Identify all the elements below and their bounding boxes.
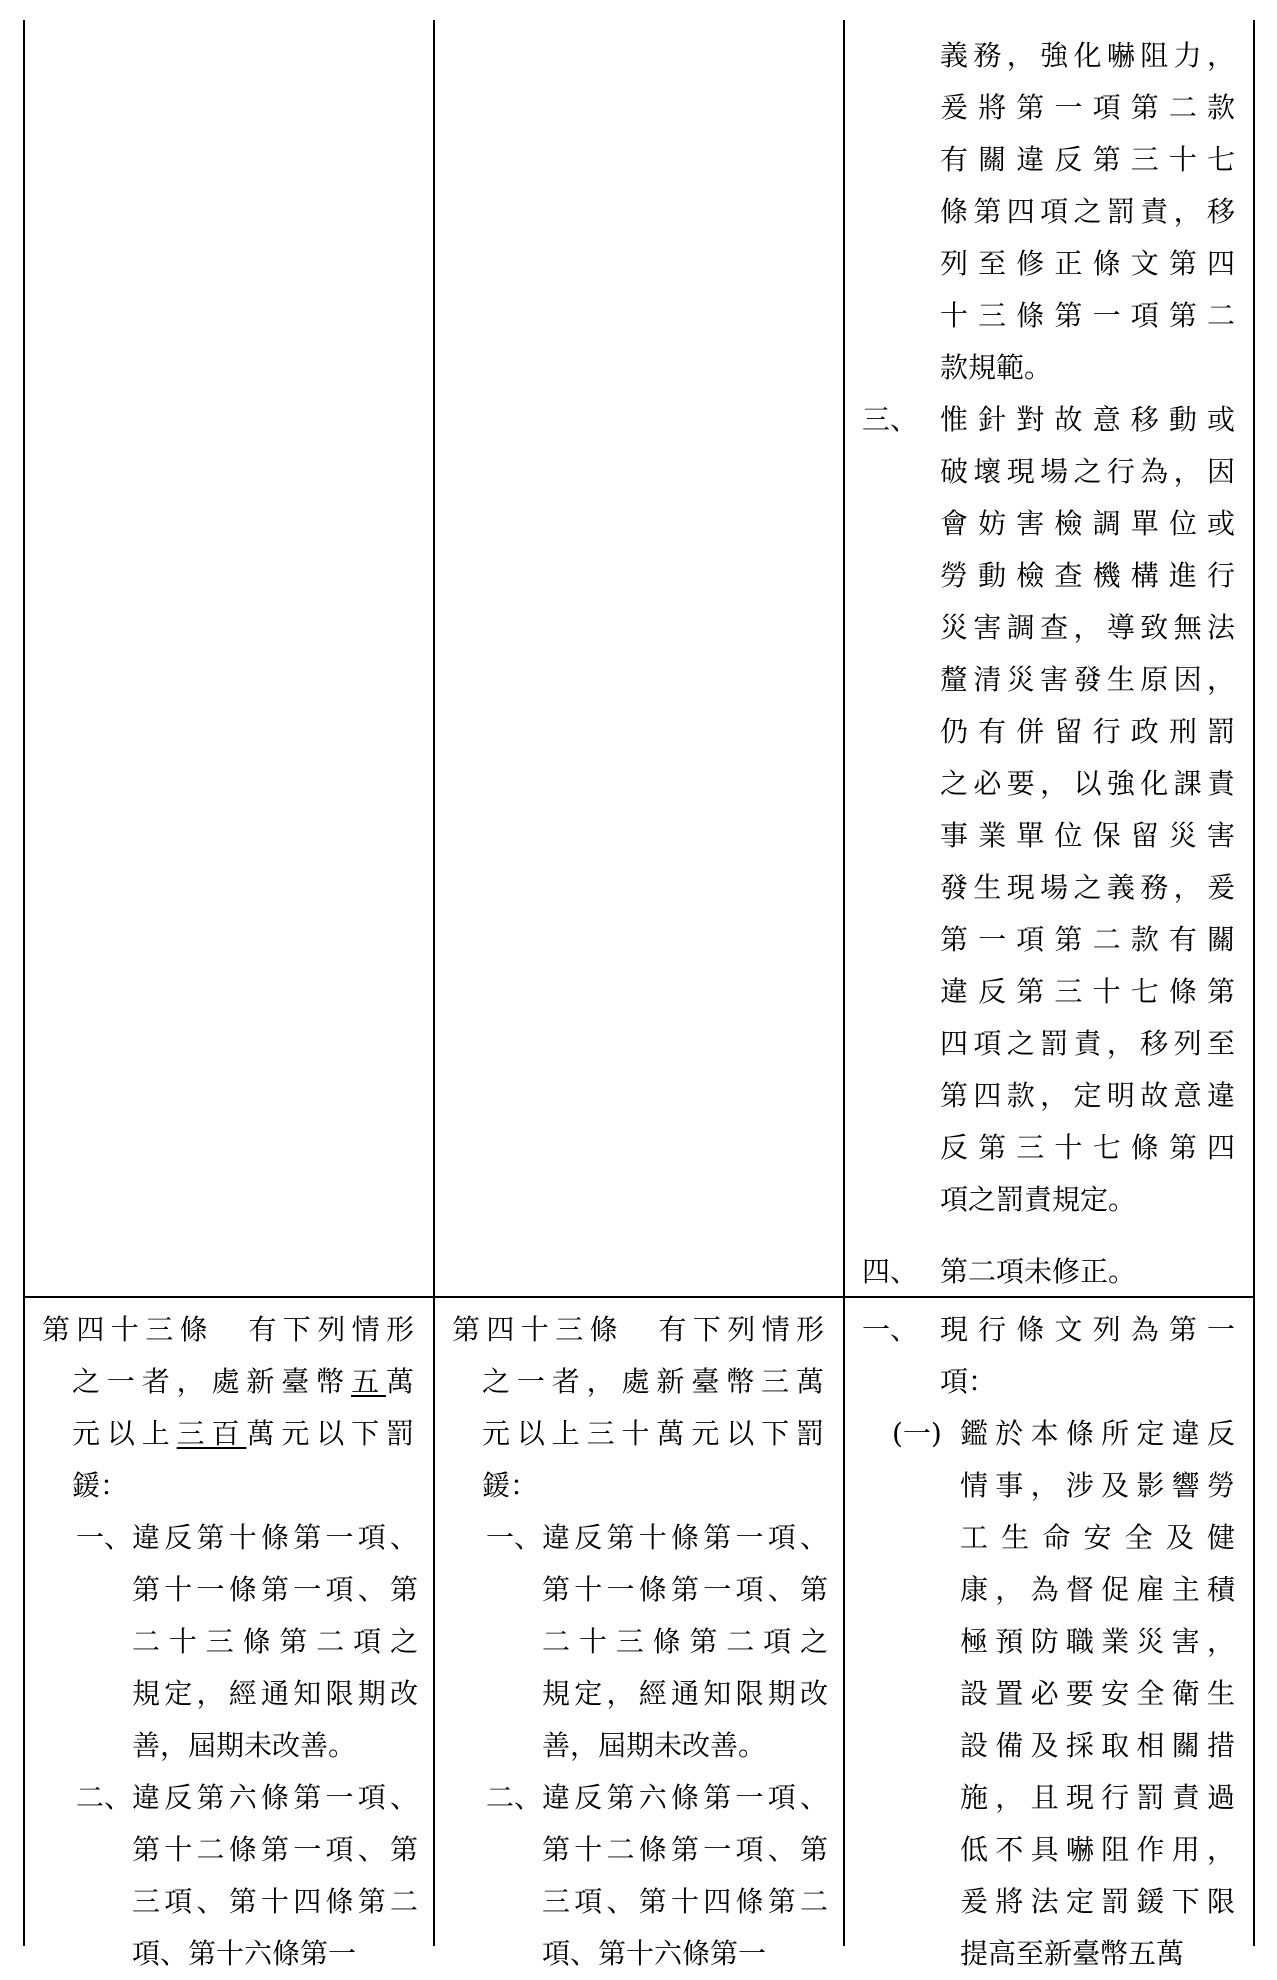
colb-item1-text — [542, 1512, 828, 1772]
text-line: 施，且現行罰責過 — [960, 1781, 1235, 1814]
text-line: 設備及採取相關措 — [960, 1729, 1235, 1762]
text-line: 二十三條第二項之 — [132, 1625, 418, 1658]
table-border-right — [1253, 20, 1255, 1946]
text-line: 第四款，定明故意違 — [940, 1079, 1235, 1112]
table-border-col-bc — [843, 20, 845, 1946]
colc-item4-marker: 四、 — [862, 1255, 919, 1288]
table-border-col-ab — [433, 20, 435, 1946]
text-line: 災害調查，導致無法 — [940, 611, 1235, 644]
cola-line-4: 鍰： — [72, 1469, 129, 1502]
text-line: 有關違反第三十七 — [940, 143, 1235, 176]
colc-item4-text: 第二項未修正。 — [940, 1255, 1137, 1288]
text-line: 三項、第十四條第二 — [132, 1885, 418, 1918]
text-line: 之一者，處新臺幣三萬 — [482, 1365, 824, 1398]
text-line: 情事，涉及影響勞 — [960, 1469, 1235, 1502]
cola-item1-text — [132, 1512, 418, 1772]
text-line: 第十一條第一項、第 — [542, 1573, 828, 1606]
text-line: 低不具嚇阻作用， — [960, 1833, 1235, 1866]
text-line: 善，屆期未改善。 — [542, 1729, 767, 1762]
text-line: 項： — [940, 1365, 997, 1398]
table-border-left — [23, 20, 25, 1946]
colb-item2-marker: 二、 — [486, 1781, 543, 1814]
text-line: 第一項第二款有關 — [940, 923, 1235, 956]
text-line: 仍有併留行政刑罰 — [940, 715, 1235, 748]
cola-item1-marker: 一、 — [76, 1521, 133, 1554]
text-line: 破壞現場之行為，因 — [940, 455, 1235, 488]
text-line: 工生命安全及健 — [960, 1521, 1235, 1554]
text-line: 勞動檢查機構進行 — [940, 559, 1235, 592]
text-line: 第四十三條 有下列情形 — [452, 1313, 824, 1346]
colc2-sub1-text — [960, 1408, 1235, 1980]
colb-article-heading — [452, 1304, 824, 1512]
text-line: 現行條文列為第一 — [940, 1313, 1235, 1346]
text-line: 爰將第一項第二款 — [940, 91, 1235, 124]
text-line: 違反第六條第一項、 — [542, 1781, 828, 1814]
text-line: 違反第六條第一項、 — [132, 1781, 418, 1814]
text-line: 第十一條第一項、第 — [132, 1573, 418, 1606]
text-line: 反第三十七條第四 — [940, 1131, 1235, 1164]
text-line: 列至修正條文第四 — [940, 247, 1235, 280]
text-line: 違反第十條第一項、 — [132, 1521, 418, 1554]
colc-item3-text — [940, 394, 1235, 1226]
text-line: 規定，經通知限期改 — [132, 1677, 418, 1710]
text-line: 善，屆期未改善。 — [132, 1729, 357, 1762]
text-line: 康，為督促雇主積 — [960, 1573, 1235, 1606]
cola-line-1: 第四十三條 有下列情形 — [42, 1313, 414, 1346]
text-line: 規定，經通知限期改 — [542, 1677, 828, 1710]
colc-continued-text — [940, 30, 1235, 394]
text-line: 會妨害檢調單位或 — [940, 507, 1235, 540]
text-line: 第十二條第一項、第 — [542, 1833, 828, 1866]
text-line: 鑑於本條所定違反 — [960, 1417, 1235, 1450]
text-line: 提高至新臺幣五萬 — [960, 1937, 1185, 1970]
cola-article-heading — [42, 1304, 414, 1512]
text-line: 發生現場之義務，爰 — [940, 871, 1235, 904]
cola-item2-text — [132, 1772, 418, 1980]
text-line: 二十三條第二項之 — [542, 1625, 828, 1658]
text-line: 元以上三十萬元以下罰 — [482, 1417, 824, 1450]
colb-item2-text — [542, 1772, 828, 1980]
cola-underlined-cap: 三百 — [176, 1417, 247, 1450]
text-line: 項之罰責規定。 — [940, 1183, 1137, 1216]
text-line: 款規範。 — [940, 351, 1053, 384]
colc2-item1-text — [940, 1304, 1235, 1408]
text-line: 鍰： — [482, 1469, 539, 1502]
text-line: 四項之罰責，移列至 — [940, 1027, 1235, 1060]
text-line: 爰將法定罰鍰下限 — [960, 1885, 1235, 1918]
text-line: 設置必要安全衛生 — [960, 1677, 1235, 1710]
cola-line-2: 之一者，處新臺幣五萬 — [72, 1365, 414, 1398]
cola-underlined-amount: 五 — [351, 1365, 386, 1398]
text-line: 違反第十條第一項、 — [542, 1521, 828, 1554]
text-line: 三項、第十四條第二 — [542, 1885, 828, 1918]
colc2-item1-marker: 一、 — [862, 1313, 919, 1346]
colc2-sub1-marker: (一) — [892, 1417, 942, 1450]
text-line: 極預防職業災害， — [960, 1625, 1235, 1658]
colc-item3-marker: 三、 — [862, 403, 919, 436]
text-line: 第十二條第一項、第 — [132, 1833, 418, 1866]
text-line: 項、第十六條第一 — [132, 1937, 357, 1970]
text-line: 十三條第一項第二 — [940, 299, 1235, 332]
cola-item2-marker: 二、 — [76, 1781, 133, 1814]
colb-item1-marker: 一、 — [486, 1521, 543, 1554]
text-line: 事業單位保留災害 — [940, 819, 1235, 852]
text-line: 釐清災害發生原因， — [940, 663, 1235, 696]
text-line: 惟針對故意移動或 — [940, 403, 1235, 436]
text-line: 之必要，以強化課責 — [940, 767, 1235, 800]
text-line: 條第四項之罰責，移 — [940, 195, 1235, 228]
text-line: 項、第十六條第一 — [542, 1937, 767, 1970]
text-line: 違反第三十七條第 — [940, 975, 1235, 1008]
cola-line-3: 元以上三百萬元以下罰 — [72, 1417, 414, 1450]
text-line: 義務，強化嚇阻力， — [940, 39, 1235, 72]
